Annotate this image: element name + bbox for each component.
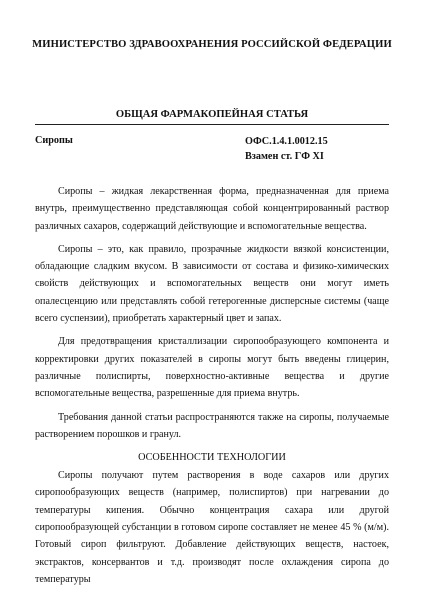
article-replaces: Взамен ст. ГФ XI (245, 151, 324, 162)
title-divider (35, 124, 389, 125)
paragraph-definition: Сиропы – жидкая лекарственная форма, предназначенная для приема внутрь, преимущественно представляющая собой концентрированный раствор различных сахаров, содержащий действующие и вспомогательные вещества. (35, 186, 389, 232)
paragraph-properties: Сиропы – это, как правило, прозрачные жидкости вязкой консистенции, обладающие сладким вкусом. В зависимости от состава и физико-химических свойств действующих и вспомогательных веществ они могут иметь опалесценцию или представлять собой гетерогенные дисперсные системы (чаще всего суспензии), приобретать характерный цвет и запах. (35, 243, 389, 325)
article-code-block (245, 134, 328, 164)
section-heading-technology: ОСОБЕННОСТИ ТЕХНОЛОГИИ (138, 452, 286, 464)
article-code: ОФС.1.4.1.0012.15 (245, 136, 328, 147)
article-name: Сиропы (35, 135, 73, 146)
paragraph-technology: Сиропы получают путем растворения в воде сахаров или других сиропообразующих веществ (например, полиспиртов) при нагревании до температуры кипения. Обычно концентрация сахара или другой сиропообразующей субстанции в готовом сиропе составляет не менее 45 % (м/м). Готовый сироп фильтруют. Добавление действующих веществ, настоек, экстрактов, консервантов и т.д. производят после охлаждения сиропа до температуры (35, 470, 389, 585)
paragraph-scope: Требования данной статьи распространяются также на сиропы, получаемые растворением порошков и гранул. (35, 411, 389, 440)
article-body (35, 183, 389, 594)
ministry-heading: МИНИСТЕРСТВО ЗДРАВООХРАНЕНИЯ РОССИЙСКОЙ ФЕДЕРАЦИИ (32, 39, 392, 50)
document-title: ОБЩАЯ ФАРМАКОПЕЙНАЯ СТАТЬЯ (115, 109, 309, 120)
paragraph-excipients: Для предотвращения кристаллизации сиропообразующего компонента и корректировки других показателей в сиропы могут быть введены глицерин, различные полиспирты, поверхностно-активные вещества и другие вспомогательные вещества, разрешенные для приема внутрь. (35, 336, 389, 400)
